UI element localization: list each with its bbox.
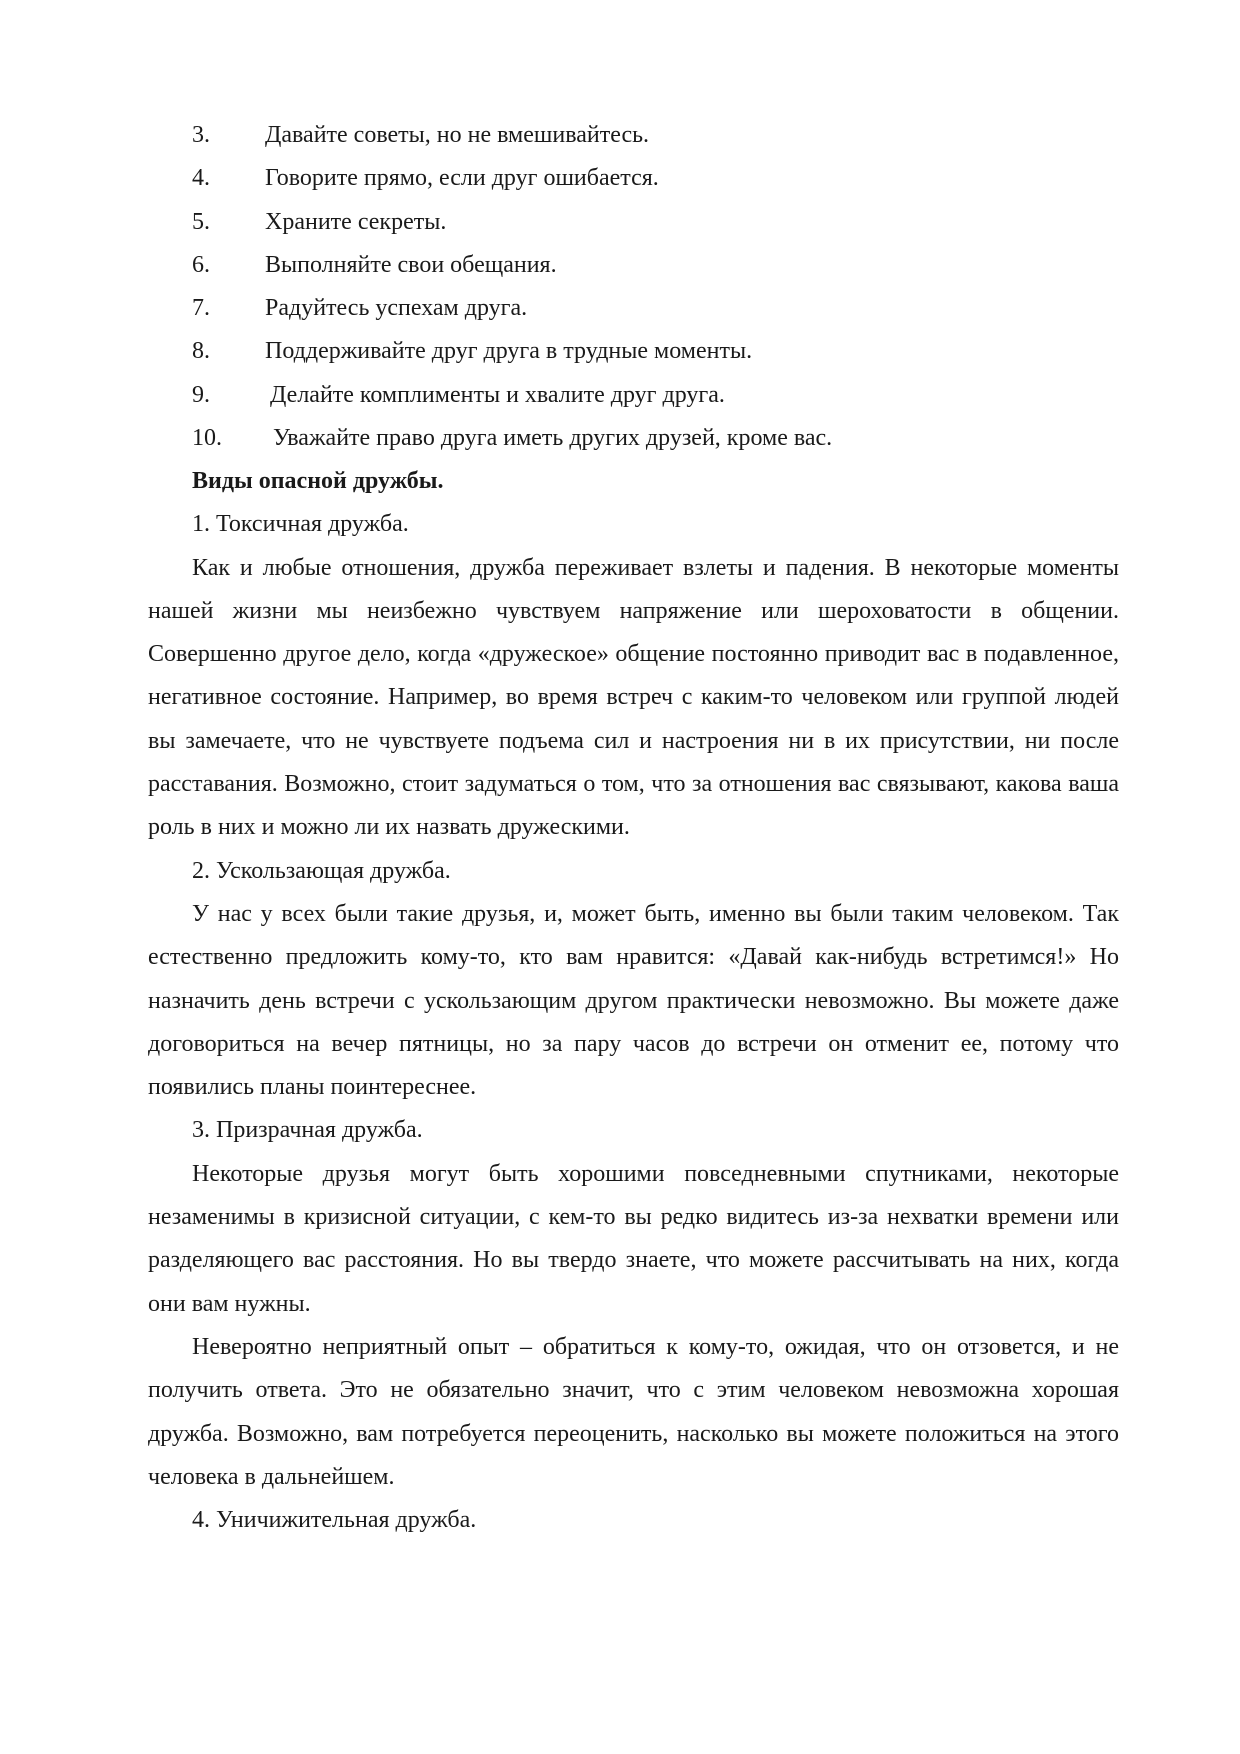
list-item-text: Говорите прямо, если друг ошибается. xyxy=(265,165,659,192)
list-item xyxy=(0,417,1240,460)
list-item xyxy=(0,287,1240,330)
subsection-title-ghost: 3. Призрачная дружба. xyxy=(192,1117,423,1144)
list-item-number: 5. xyxy=(192,208,210,235)
subsection-title-elusive: 2. Ускользающая дружба. xyxy=(192,857,451,884)
list-item xyxy=(0,157,1240,200)
list-item xyxy=(0,330,1240,373)
list-item-number: 10. xyxy=(192,425,222,452)
list-item-text: Радуйтесь успехам друга. xyxy=(265,295,528,322)
list-item xyxy=(0,201,1240,244)
section-heading: Виды опасной дружбы. xyxy=(192,468,444,494)
list-item xyxy=(0,244,1240,287)
list-item-number: 9. xyxy=(192,381,210,408)
list-item xyxy=(0,374,1240,417)
subsection-title-toxic: 1. Токсичная дружба. xyxy=(192,511,409,538)
paragraph-elusive: У нас у всех были такие друзья, и, может быть, именно вы были таким человеком. Так естественно предложить кому-то, кто вам нравится: «Давай как-нибудь встретимся!» Но назначить день встречи с ускользающим другом практически невозможно. Вы можете даже договориться на вечер пятницы, но за пару часов до встречи он отменит ее, потому что появились планы поинтереснее. xyxy=(148,900,1119,1101)
paragraph-toxic: Как и любые отношения, дружба переживает взлеты и падения. В некоторые моменты нашей жизни мы неизбежно чувствуем напряжение или шероховатости в общении. Совершенно другое дело, когда «дружеское» общение постоянно приводит вас в подавленное, негативное состояние. Например, во время встреч с каким-то человеком или группой людей вы замечаете, что не чувствуете подъема сил и настроения ни в их присутствии, ни после расставания. Возможно, стоит задуматься о том, что за отношения вас связывают, какова ваша роль в них и можно ли их назвать дружескими. xyxy=(148,554,1119,841)
list-item-text: Храните секреты. xyxy=(265,208,447,235)
paragraph-ghost-2: Невероятно неприятный опыт – обратиться к кому-то, ожидая, что он отзовется, и не получить ответа. Это не обязательно значит, что с этим человеком невозможна хорошая дружба. Возможно, вам потребуется переоценить, насколько вы можете положиться на этого человека в дальнейшем. xyxy=(148,1333,1119,1490)
main-content xyxy=(148,460,1119,1542)
list-item-number: 7. xyxy=(192,295,210,322)
list-item-text: Выполняйте свои обещания. xyxy=(265,251,557,278)
list-item-text: Давайте советы, но не вмешивайтесь. xyxy=(265,122,650,148)
list-item-text: Уважайте право друга иметь других друзей, кроме вас. xyxy=(273,425,833,452)
list-item-text: Делайте комплименты и хвалите друг друга. xyxy=(270,381,725,408)
list-item-number: 4. xyxy=(192,165,210,192)
rules-list xyxy=(0,114,1240,460)
subsection-title-belittling: 4. Уничижительная дружба. xyxy=(192,1507,477,1534)
list-item xyxy=(0,114,1240,157)
list-item-number: 8. xyxy=(192,338,210,365)
list-item-text: Поддерживайте друг друга в трудные моменты. xyxy=(265,338,753,365)
paragraph-ghost-1: Некоторые друзья могут быть хорошими повседневными спутниками, некоторые незаменимы в кризисной ситуации, с кем-то вы редко видитесь из-за нехватки времени или разделяющего вас расстояния. Но вы твердо знаете, что можете рассчитывать на них, когда они вам нужны. xyxy=(148,1160,1119,1317)
list-item-number: 3. xyxy=(192,122,210,148)
list-item-number: 6. xyxy=(192,251,210,278)
